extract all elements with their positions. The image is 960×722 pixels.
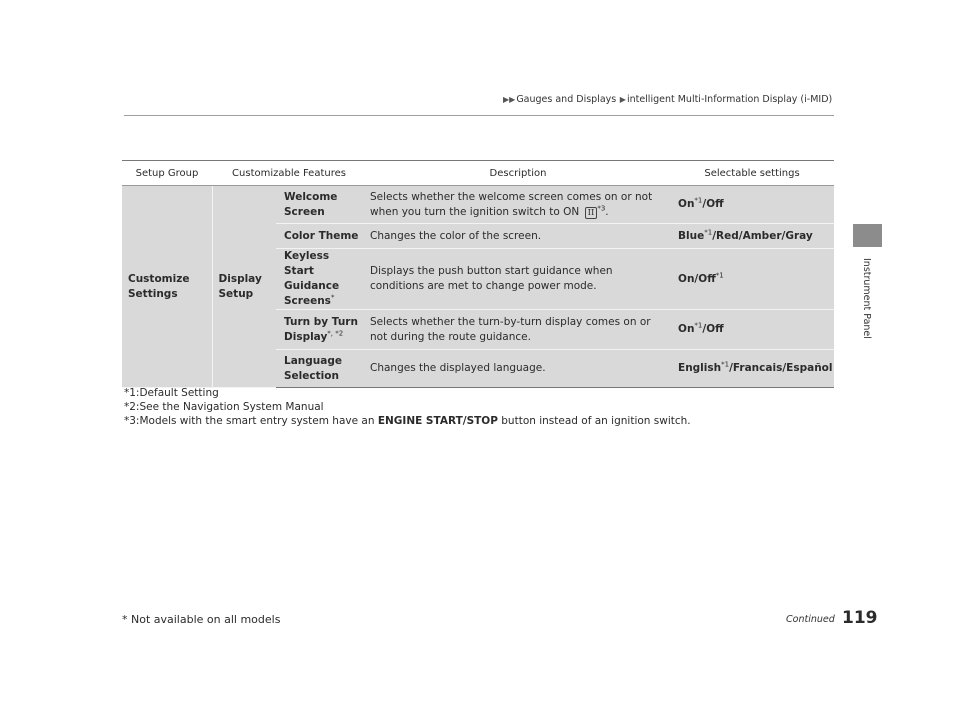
description-text: Displays the push button start guidance when conditions are met to change power mode.	[370, 265, 613, 292]
setting-option: Amber	[742, 229, 782, 242]
description-cell	[366, 310, 670, 350]
description-cell	[366, 186, 670, 224]
feature-cell	[276, 249, 366, 310]
column-header: Description	[366, 161, 670, 186]
ignition-key-icon: II	[585, 207, 598, 219]
breadcrumb-arrow-icon: ▶	[617, 95, 626, 104]
feature-name: Color Theme	[284, 229, 359, 242]
setting-option: Blue	[678, 229, 705, 242]
settings-cell: On$^{*1}$/Off	[670, 310, 834, 350]
feature-cell	[276, 186, 366, 224]
footnote-button-name: ENGINE START/STOP	[377, 415, 498, 427]
table-row	[122, 186, 834, 224]
default-marker: *1	[715, 271, 724, 279]
default-marker: *1	[704, 228, 713, 236]
feature-cell	[276, 350, 366, 388]
description-cell	[366, 249, 670, 310]
breadcrumb-arrow-icon: ▶▶	[503, 95, 516, 104]
breadcrumb	[502, 94, 832, 105]
description-text: Selects whether the turn-by-turn display comes on or not during the route guidance.	[370, 315, 651, 343]
footnote-text: button instead of an ignition switch.	[497, 415, 691, 427]
footnote-ref: *3	[597, 204, 606, 212]
setup-group-cell: Customize Settings	[122, 186, 212, 388]
breadcrumb-item: Gauges and Displays	[516, 94, 617, 105]
column-header: Selectable settings	[670, 161, 834, 186]
feature-name: Turn by Turn Display	[284, 315, 358, 343]
setting-option: Francais	[732, 362, 783, 374]
subgroup-cell: Display Setup	[212, 186, 276, 388]
setting-option: English	[678, 362, 722, 374]
section-side-label: Instrument Panel	[861, 258, 872, 339]
column-header: Setup Group	[122, 161, 212, 186]
footnote-ref: *, *2	[327, 329, 344, 337]
footnote: *2:See the Navigation System Manual	[124, 401, 324, 413]
setting-option: Off	[698, 272, 716, 285]
settings-cell: Blue$^{*1}$/Red/Amber/Gray	[670, 224, 834, 249]
header-divider	[124, 115, 834, 116]
footnote-ref: *	[330, 293, 335, 302]
continued-label: Continued	[786, 614, 835, 625]
setting-option: On	[678, 272, 695, 285]
settings-cell: English$^{*1}$/Francais/Español	[670, 350, 834, 388]
feature-cell	[276, 224, 366, 249]
breadcrumb-item: intelligent Multi-Information Display (i-MID)	[626, 94, 833, 105]
footnote-text: *3:Models with the smart entry system have an	[124, 415, 378, 427]
footnote	[124, 414, 691, 428]
availability-note: * Not available on all models	[122, 613, 281, 626]
description-end: .	[605, 205, 609, 218]
page-number: 119	[842, 608, 878, 628]
table-header-row	[122, 161, 834, 186]
feature-name: Language Selection	[284, 354, 342, 382]
settings-table	[122, 160, 834, 388]
description-text: Changes the color of the screen.	[370, 229, 542, 242]
settings-cell: On$^{*1}$/Off	[670, 186, 834, 224]
setting-option: Gray	[785, 229, 813, 242]
feature-name: Welcome Screen	[284, 190, 338, 218]
description-cell	[366, 224, 670, 249]
footnotes	[124, 386, 691, 428]
section-tab-marker	[853, 224, 882, 247]
description-text: Selects whether the welcome screen comes on or not when you turn the ignition switch to ON	[370, 190, 653, 218]
description-cell	[366, 350, 670, 388]
setting-option: On	[678, 198, 695, 210]
setting-option: Español	[786, 362, 833, 374]
settings-cell: On/Off$^{*1}$	[670, 249, 834, 310]
default-marker: *1	[694, 321, 703, 330]
default-marker: *1	[694, 196, 703, 205]
setting-option: On	[678, 323, 695, 335]
description-text: Changes the displayed language.	[370, 362, 546, 374]
setting-option: Red	[716, 229, 739, 242]
feature-name: Keyless Start Guidance Screens	[284, 250, 340, 307]
column-header: Customizable Features	[212, 161, 366, 186]
feature-cell	[276, 310, 366, 350]
default-marker: *1	[721, 360, 730, 369]
setting-option: Off	[706, 323, 724, 335]
footnote: *1:Default Setting	[124, 387, 219, 399]
setting-option: Off	[706, 198, 724, 210]
